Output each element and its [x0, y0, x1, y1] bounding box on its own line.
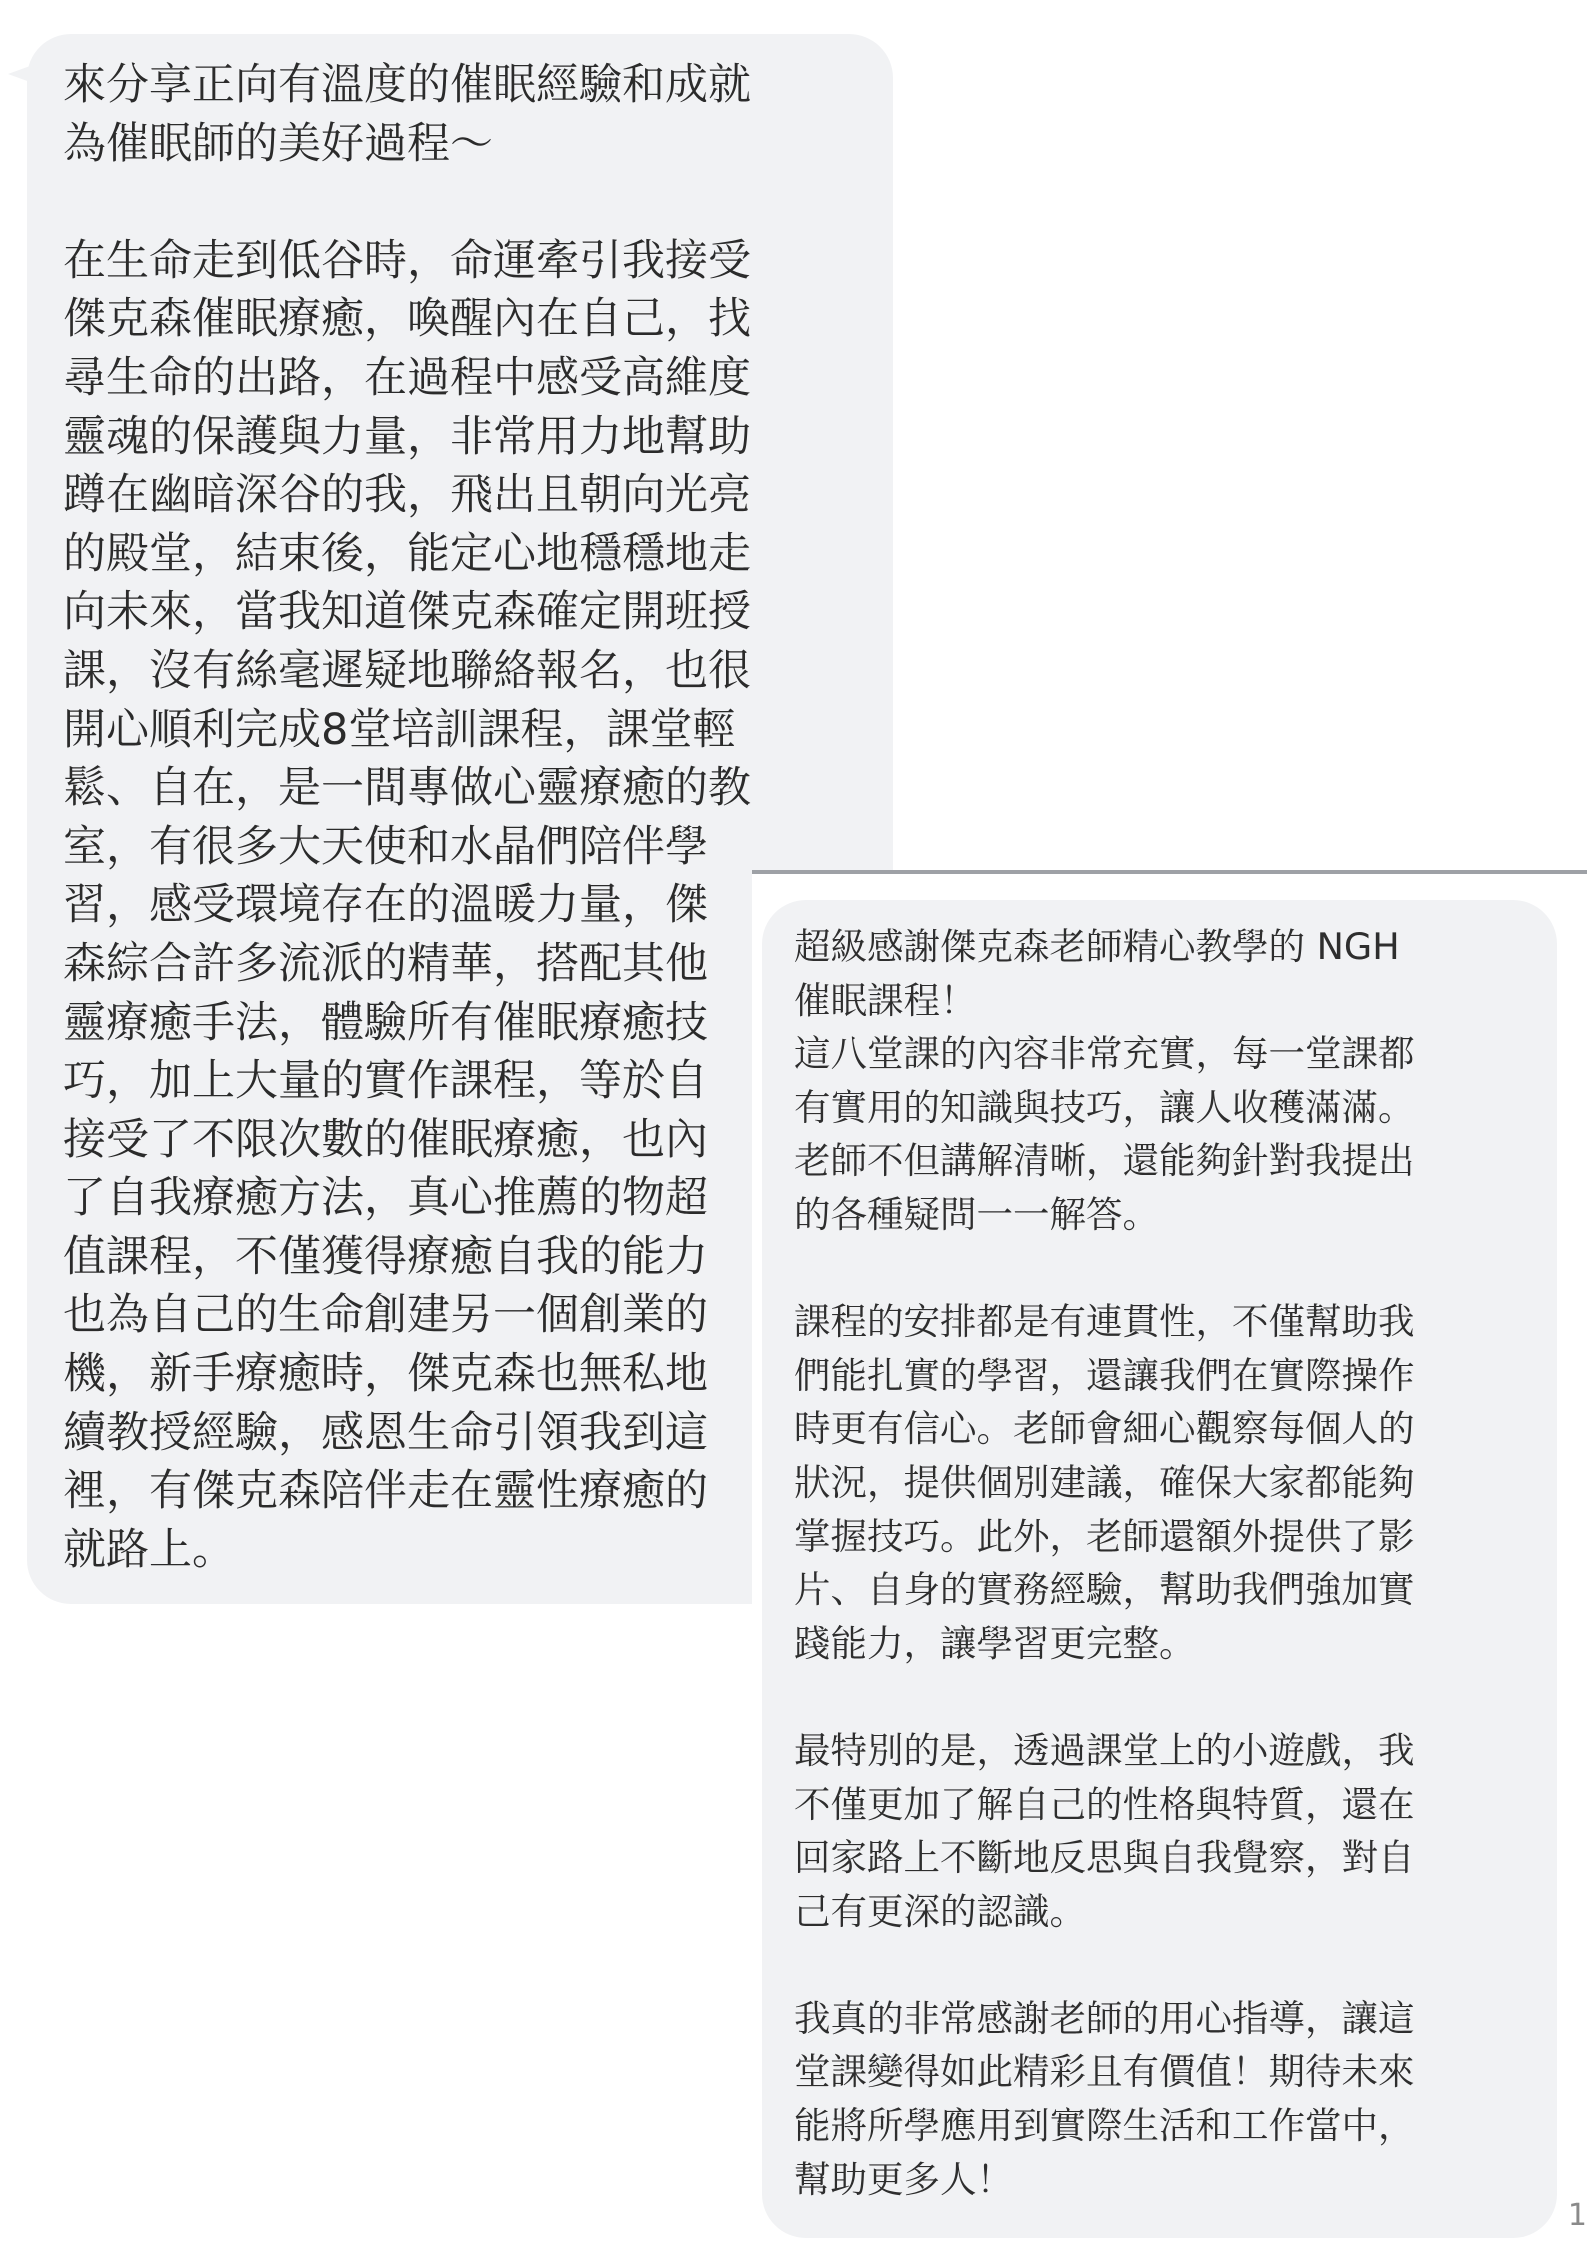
right-message-paragraph [794, 1724, 1521, 1938]
message-line: 巧，加上大量的實作課程，等於自 [63, 1056, 708, 1107]
message-line: 狀況，提供個別建議，確保大家都能夠 [794, 1460, 1415, 1504]
message-line: 這八堂課的內容非常充實，每一堂課都 [794, 1032, 1415, 1076]
right-message-bubble [762, 900, 1557, 2238]
message-line: 蹲在幽暗深谷的我，飛出且朝向光亮 [63, 470, 751, 521]
message-line: 為催眠師的美好過程～ [63, 118, 493, 169]
message-line: 踐能力，讓學習更完整。 [794, 1621, 1196, 1665]
message-line: 掌握技巧。此外，老師還額外提供了影 [794, 1514, 1415, 1558]
message-line: 在生命走到低谷時，命運牽引我接受 [63, 235, 751, 286]
message-line: 向未來，當我知道傑克森確定開班授 [63, 587, 751, 638]
message-line: 接受了不限次數的催眠療癒，也內 [63, 1114, 708, 1165]
message-line: 的各種疑問一一解答。 [794, 1192, 1159, 1236]
message-line: 開心順利完成8堂培訓課程，課堂輕 [63, 704, 736, 755]
message-line: 有實用的知識與技巧，讓人收穫滿滿。 [794, 1085, 1415, 1129]
message-line: 鬆、自在，是一間專做心靈療癒的教 [63, 763, 751, 814]
message-line: 習，感受環境存在的溫暖力量，傑 [63, 880, 708, 931]
message-line: 不僅更加了解自己的性格與特質，還在 [794, 1782, 1415, 1826]
message-line: 超級感謝傑克森老師精心教學的 NGH [794, 925, 1400, 968]
message-line: 能將所學應用到實際生活和工作當中， [794, 2104, 1415, 2148]
message-line: 機，新手療癒時，傑克森也無私地 [63, 1349, 708, 1400]
message-line: 老師不但講解清晰，還能夠針對我提出 [794, 1139, 1415, 1183]
message-line: 裡，有傑克森陪伴走在靈性療癒的 [63, 1466, 708, 1517]
right-message-paragraph [794, 920, 1521, 1242]
message-line: 們能扎實的學習，還讓我們在實際操作 [794, 1353, 1415, 1397]
right-message-paragraph [794, 1295, 1521, 1670]
message-line: 也為自己的生命創建另一個創業的 [63, 1290, 708, 1341]
message-line: 的殿堂，結束後，能定心地穩穩地走 [63, 528, 751, 579]
message-line: 課程的安排都是有連貫性，不僅幫助我 [794, 1300, 1415, 1344]
right-message-paragraph [794, 1992, 1521, 2206]
left-message-paragraph [63, 56, 853, 173]
message-line: 回家路上不斷地反思與自我覺察，對自 [794, 1836, 1415, 1880]
message-line: 值課程，不僅獲得療癒自我的能力 [63, 1231, 708, 1282]
message-line: 靈療癒手法，體驗所有催眠療癒技 [63, 997, 708, 1048]
message-line: 就路上。 [63, 1524, 235, 1575]
message-line: 己有更深的認識。 [794, 1889, 1086, 1933]
message-line: 最特別的是，透過課堂上的小遊戲，我 [794, 1728, 1415, 1772]
message-line: 幫助更多人！ [794, 2157, 1013, 2201]
message-line: 催眠課程！ [794, 978, 977, 1022]
message-line: 堂課變得如此精彩且有價值！期待未來 [794, 2050, 1415, 2094]
left-message-paragraph [63, 232, 853, 1580]
message-line: 片、自身的實務經驗，幫助我們強加實 [794, 1568, 1415, 1612]
message-line: 續教授經驗，感恩生命引領我到這 [63, 1407, 708, 1458]
message-line: 靈魂的保護與力量，非常用力地幫助 [63, 411, 751, 462]
page-number: 1 [1567, 2198, 1587, 2233]
message-line: 來分享正向有溫度的催眠經驗和成就 [63, 60, 751, 110]
message-line: 室，有很多大天使和水晶們陪伴學 [63, 821, 708, 872]
message-line: 時更有信心。老師會細心觀察每個人的 [794, 1407, 1415, 1451]
message-line: 傑克森催眠療癒，喚醒內在自己，找 [63, 294, 751, 345]
message-line: 森綜合許多流派的精華，搭配其他 [63, 938, 708, 989]
message-line: 課，沒有絲毫遲疑地聯絡報名，也很 [63, 645, 751, 696]
message-line: 我真的非常感謝老師的用心指導，讓這 [794, 1996, 1415, 2040]
message-line: 尋生命的出路，在過程中感受高維度 [63, 352, 751, 403]
message-line: 了自我療癒方法，真心推薦的物超 [63, 1173, 708, 1224]
